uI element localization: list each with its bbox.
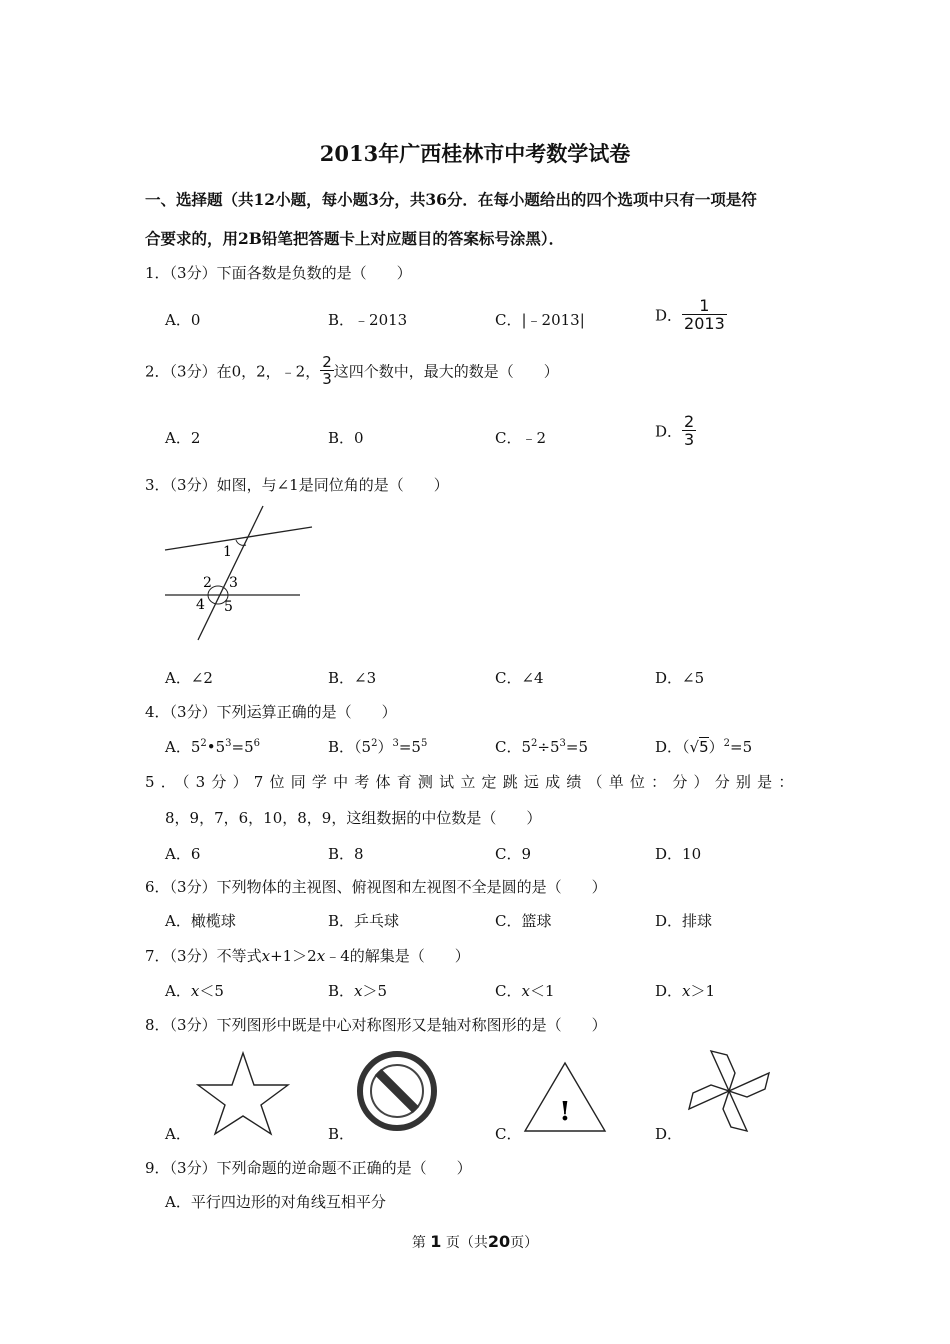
q3-label-3: 3 [229,575,238,591]
footer-text: 页（共 [445,1235,488,1251]
q6-option-a: A．橄榄球 [165,912,236,930]
q5-option-c: C．9 [495,845,532,863]
exponent: 3 [225,738,232,749]
page-footer [0,1232,950,1252]
q3-option-a: A．∠2 [165,669,213,687]
option-label: C． [495,982,522,1000]
stem-text: 7．（3分）不等式 [145,947,262,965]
result: =5 [231,738,254,756]
q2-option-d-label: D． [655,422,683,441]
option-label: B． [328,982,355,1000]
q1-option-d [655,298,727,332]
q1-option-c: C．|﹣2013| [495,311,585,329]
option-label: D． [655,738,683,756]
q3-option-d: D．∠5 [655,669,705,687]
question-3-stem: 3．（3分）如图，与∠1是同位角的是（ ） [145,476,449,494]
question-7-stem [145,945,470,966]
base: 5 [521,738,532,756]
question-5-stem-line2: 8，9，7，6，10，8，9，这组数据的中位数是（ ） [165,809,542,827]
pinwheel-icon [683,1045,775,1137]
result: =5 [398,738,421,756]
q5-option-d: D．10 [655,845,702,863]
variable: x [261,947,271,965]
variable: x [354,982,363,1000]
q1-option-a: A．0 [165,311,201,329]
exponent: 3 [559,738,566,749]
exponent: 3 [392,738,399,749]
fraction-numerator: 2 [322,353,332,371]
q2-option-a: A．2 [165,429,201,447]
q3-option-b: B．∠3 [328,669,377,687]
q3-angle-figure [160,500,320,645]
star-icon [195,1050,291,1136]
q1-option-d-fraction [682,298,727,332]
paren: ） [708,738,724,756]
paren: ） [377,738,393,756]
q8-option-a: A． [165,1125,191,1143]
option-text: ＞5 [362,982,388,1000]
option-text: ＜1 [529,982,555,1000]
q5-option-a: A．6 [165,845,201,863]
q7-option-d [655,980,715,1001]
q5-option-b: B．8 [328,845,364,863]
q7-option-b [328,980,387,1001]
question-6-stem: 6．（3分）下列物体的主视图、俯视图和左视图不全是圆的是（ ） [145,878,607,896]
question-4-stem: 4．（3分）下列运算正确的是（ ） [145,703,397,721]
stem-text: +1＞2 [270,947,317,965]
q3-label-5: 5 [224,599,233,615]
exponent: 2 [371,738,378,749]
q2-stem-post: 这四个数中，最大的数是（ ） [333,362,559,381]
q2-option-d [655,414,696,448]
q4-option-c [495,736,588,757]
q2-stem-pre: 2．（3分）在0，2，﹣2， [145,362,321,381]
section-header-line1: 一、选择题（共12小题，每小题3分，共36分．在每小题给出的四个选项中只有一项是符 [145,190,757,209]
q2-option-d-fraction [682,414,696,448]
q2-option-c: C．﹣2 [495,429,547,447]
result: =5 [565,738,589,756]
q8-option-b: B． [328,1125,355,1143]
page-title: 2013年广西桂林市中考数学试卷 [319,141,631,166]
q7-option-c [495,980,555,1001]
exclamation-mark: ! [559,1097,571,1127]
warning-triangle-icon [522,1060,608,1134]
fraction-denominator: 2013 [684,314,725,333]
radicand: 5 [699,738,709,756]
question-9-stem: 9．（3分）下列命题的逆命题不正确的是（ ） [145,1159,472,1177]
q3-transversal [198,506,263,640]
base: 5 [190,738,201,756]
q6-option-c: C．篮球 [495,912,552,930]
variable: x [682,982,691,1000]
footer-text: 第 [411,1235,426,1251]
fraction-denominator: 3 [684,430,695,449]
result: =5 [730,738,753,756]
q6-option-d: D．排球 [655,912,713,930]
q7-option-a [165,980,224,1001]
exponent: 2 [723,738,731,749]
option-text: ＜5 [199,982,224,1000]
q3-label-1: 1 [223,544,232,560]
variable: x [190,982,200,1000]
stem-text: ﹣4的解集是（ ） [325,947,470,965]
operator: •5 [206,738,226,756]
option-label: A． [165,738,191,756]
exponent: 2 [200,738,207,749]
q6-option-b: B．乒乓球 [328,912,400,930]
q4-option-b [328,736,427,757]
option-label: A． [165,982,191,1000]
prohibition-sign-icon [356,1050,438,1132]
option-label: C． [495,738,522,756]
variable: x [521,982,530,1000]
footer-text: 页） [510,1235,539,1251]
q3-option-c: C．∠4 [495,669,544,687]
option-label: D． [655,982,683,1000]
variable: x [316,947,326,965]
q3-label-4: 4 [196,597,205,613]
exponent: 6 [253,738,261,749]
operator: ÷5 [537,738,560,756]
page-number: 1 [430,1232,442,1251]
sqrt-icon: √ [689,738,700,756]
q1-option-b: B．﹣2013 [328,311,408,329]
q8-option-c: C． [495,1125,522,1143]
q8-option-d: D． [655,1125,683,1143]
paren: （ [682,738,690,756]
exponent: 5 [420,738,428,749]
q9-option-a: A．平行四边形的对角线互相平分 [165,1193,386,1211]
fraction-denominator: 3 [322,370,332,388]
option-text: ＞1 [690,982,716,1000]
q1-option-d-label: D． [655,306,683,325]
q2-option-b: B．0 [328,429,364,447]
q3-label-2: 2 [203,575,212,591]
total-pages: 20 [487,1232,511,1251]
base: （5 [354,738,372,756]
question-1-stem: 1．（3分）下面各数是负数的是（ ） [145,264,412,282]
fraction-numerator: 1 [699,296,710,315]
q4-option-a [165,736,260,757]
q2-stem-fraction [320,355,334,387]
question-2-stem [145,355,559,387]
option-label: B． [328,738,355,756]
q3-top-line [165,527,312,550]
exponent: 2 [531,738,538,749]
q4-option-d [655,736,752,757]
section-header-line2: 合要求的，用2B铅笔把答题卡上对应题目的答案标号涂黑）． [145,229,565,248]
question-5-stem-line1: 5．（3分）7位同学中考体育测试立定跳远成绩（单位：分）分别是： [145,773,800,791]
question-8-stem: 8．（3分）下列图形中既是中心对称图形又是轴对称图形的是（ ） [145,1016,607,1034]
fraction-numerator: 2 [684,412,695,431]
